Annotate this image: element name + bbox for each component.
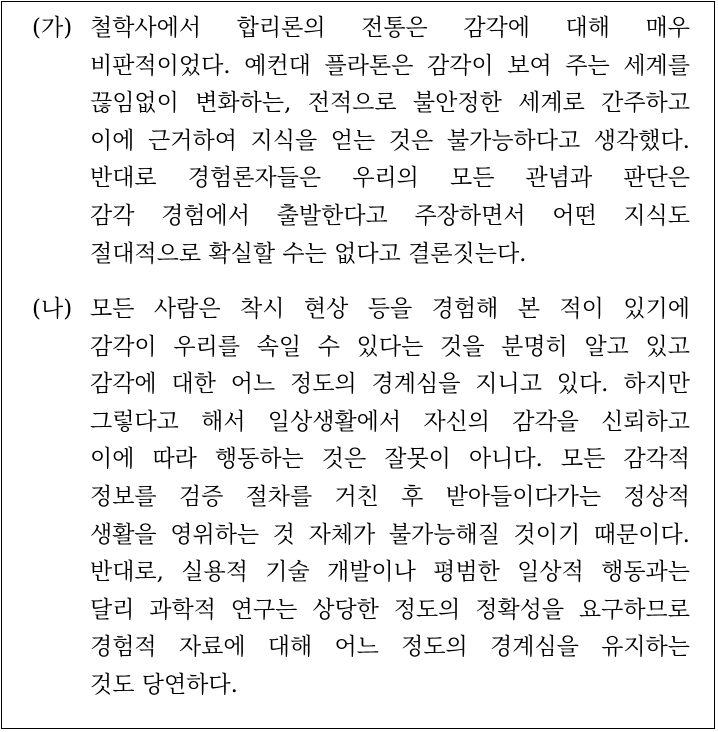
text-line: 철학사에서 합리론의 전통은 감각에 대해 매우 <box>90 15 690 41</box>
text-line: 반대로 경험론자들은 우리의 모든 관념과 판단은 <box>90 165 690 192</box>
text-line: 비판적이었다. 예컨대 플라톤은 감각이 보여 주는 세계를 <box>90 52 690 79</box>
text-line: 반대로, 실용적 기술 개발이나 평범한 일상적 행동과는 <box>90 559 690 586</box>
text-line: 생활을 영위하는 것 자체가 불가능해질 것이기 때문이다. <box>90 521 690 548</box>
text-line: 감각에 대한 어느 정도의 경계심을 지니고 있다. 하지만 <box>90 371 690 398</box>
passage-box <box>1 1 715 729</box>
passage-body <box>90 10 690 273</box>
passage-body <box>90 291 690 705</box>
passage-marker: (가) <box>32 15 73 41</box>
text-line: 것도 당연하다. <box>90 671 238 698</box>
text-line: 경험적 자료에 대해 어느 정도의 경계심을 유지하는 <box>90 634 690 661</box>
text-line: 이에 따라 행동하는 것은 잘못이 아니다. 모든 감각적 <box>90 446 690 473</box>
text-line: 달리 과학적 연구는 상당한 정도의 정확성을 요구하므로 <box>90 596 690 623</box>
text-line: 감각이 우리를 속일 수 있다는 것을 분명히 알고 있고 <box>90 333 690 360</box>
text-line: 모든 사람은 착시 현상 등을 경험해 본 적이 있기에 <box>90 296 690 322</box>
text-line: 이에 근거하여 지식을 얻는 것은 불가능하다고 생각했다. <box>90 127 690 154</box>
text-line: 감각 경험에서 출발한다고 주장하면서 어떤 지식도 <box>90 202 690 229</box>
text-line: 정보를 검증 절차를 거친 후 받아들이다가는 정상적 <box>90 483 690 510</box>
text-line: 절대적으로 확실할 수는 없다고 결론짓는다. <box>90 240 527 267</box>
text-line: 끊임없이 변화하는, 전적으로 불안정한 세계로 간주하고 <box>90 90 690 117</box>
passage-marker: (나) <box>32 296 73 322</box>
text-line: 그렇다고 해서 일상생활에서 자신의 감각을 신뢰하고 <box>90 408 690 435</box>
